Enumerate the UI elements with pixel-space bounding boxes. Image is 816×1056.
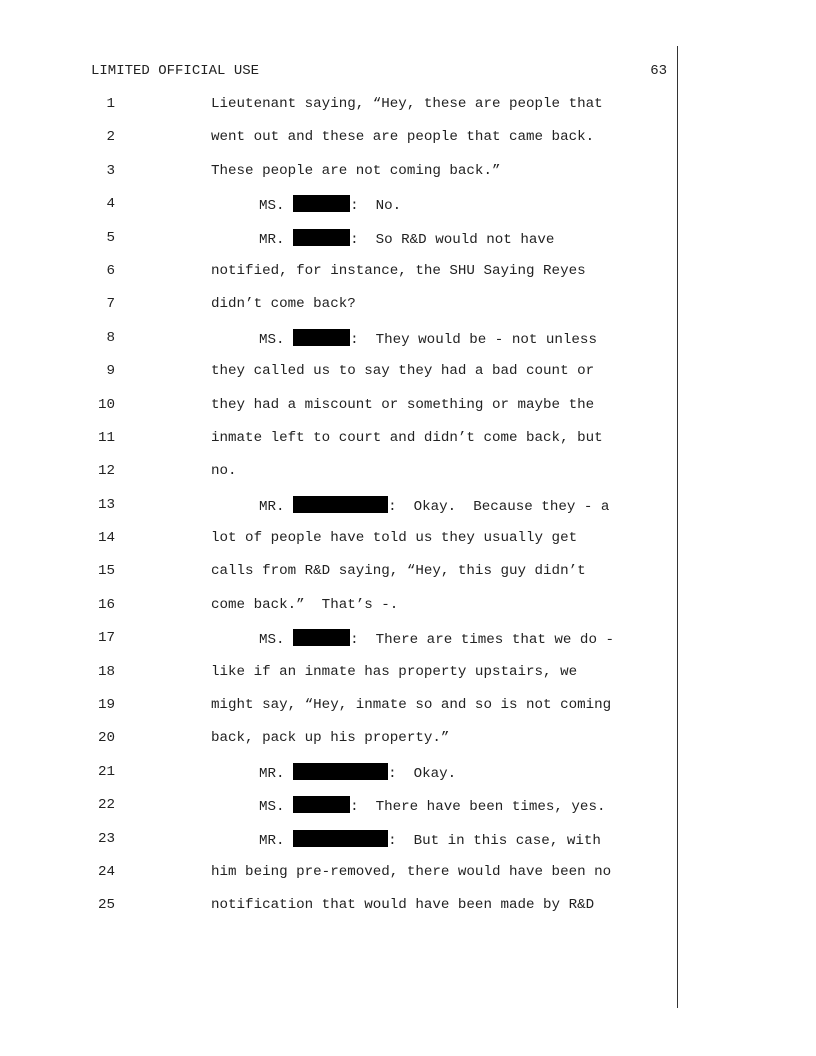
line-text: These people are not coming back.” xyxy=(211,162,501,179)
line-text: : No. xyxy=(350,198,402,215)
line-text: Lieutenant saying, “Hey, these are people that xyxy=(211,96,603,112)
line-text: him being pre-removed, there would have been no xyxy=(211,863,612,880)
line-number: 21 xyxy=(97,763,115,780)
speaker-title: MR. xyxy=(259,498,285,515)
transcript-line xyxy=(0,562,816,595)
transcript-line xyxy=(0,329,816,362)
transcript-line xyxy=(0,663,816,696)
speaker-title: MS. xyxy=(259,632,285,649)
line-number: 7 xyxy=(106,296,115,313)
transcript-line xyxy=(0,596,816,629)
line-number: 11 xyxy=(97,429,115,446)
page-number: 63 xyxy=(650,63,667,79)
line-number: 16 xyxy=(97,596,115,613)
line-number: 15 xyxy=(97,563,115,580)
speaker-line xyxy=(259,496,609,516)
speaker-line xyxy=(259,763,456,783)
transcript-line xyxy=(0,295,816,328)
redaction-box xyxy=(293,796,350,813)
line-text: : So R&D would not have xyxy=(350,231,555,248)
transcript-line xyxy=(0,162,816,195)
speaker-line xyxy=(259,796,605,816)
redaction-box xyxy=(293,195,350,212)
line-number: 9 xyxy=(106,363,115,380)
line-number: 3 xyxy=(106,162,115,179)
line-number: 8 xyxy=(106,329,115,346)
line-text: : They would be - not unless xyxy=(350,331,597,348)
line-text: they called us to say they had a bad count or xyxy=(211,363,595,380)
transcript-line xyxy=(0,362,816,395)
transcript-lines xyxy=(0,95,816,930)
classification-marking: LIMITED OFFICIAL USE xyxy=(91,63,260,79)
transcript-line xyxy=(0,462,816,495)
speaker-title: MR. xyxy=(259,231,285,248)
line-number: 25 xyxy=(97,897,115,914)
line-text: inmate left to court and didn’t come back, but xyxy=(211,429,603,446)
line-text: : There are times that we do - xyxy=(350,632,614,649)
line-text: : Okay. Because they - a xyxy=(388,498,610,515)
line-text: no. xyxy=(211,463,237,480)
transcript-line xyxy=(0,262,816,295)
line-text: come back.” That’s -. xyxy=(211,596,399,613)
line-number: 18 xyxy=(97,663,115,680)
speaker-line xyxy=(259,830,601,850)
line-number: 12 xyxy=(97,463,115,480)
line-text: : There have been times, yes. xyxy=(350,799,606,816)
line-text: didn’t come back? xyxy=(211,296,356,313)
transcript-line xyxy=(0,696,816,729)
redaction-box xyxy=(293,496,388,513)
speaker-line xyxy=(259,629,614,649)
line-text: back, pack up his property.” xyxy=(211,730,450,747)
transcript-line xyxy=(0,95,816,128)
line-number: 20 xyxy=(97,730,115,747)
line-number: 23 xyxy=(97,830,115,847)
redaction-box xyxy=(293,830,388,847)
transcript-line xyxy=(0,496,816,529)
line-text: calls from R&D saying, “Hey, this guy didn’t xyxy=(211,563,586,580)
transcript-line xyxy=(0,863,816,896)
transcript-line xyxy=(0,429,816,462)
line-number: 22 xyxy=(97,797,115,814)
line-text: notified, for instance, the SHU Saying Reyes xyxy=(211,262,586,279)
line-text: they had a miscount or something or maybe the xyxy=(211,396,595,413)
speaker-line xyxy=(259,229,554,249)
speaker-title: MR. xyxy=(259,765,285,782)
transcript-line xyxy=(0,796,816,829)
line-number: 5 xyxy=(106,229,115,246)
line-text: might say, “Hey, inmate so and so is not coming xyxy=(211,697,612,714)
speaker-line xyxy=(259,329,597,349)
redaction-box xyxy=(293,329,350,346)
transcript-line xyxy=(0,529,816,562)
transcript-line xyxy=(0,729,816,762)
line-number: 13 xyxy=(97,496,115,513)
line-text: lot of people have told us they usually get xyxy=(211,530,578,547)
speaker-title: MS. xyxy=(259,799,285,816)
line-number: 6 xyxy=(106,262,115,279)
speaker-title: MS. xyxy=(259,331,285,348)
line-number: 19 xyxy=(97,697,115,714)
page-header xyxy=(91,62,667,80)
redaction-box xyxy=(293,629,350,646)
speaker-line xyxy=(259,195,401,215)
transcript-line xyxy=(0,763,816,796)
line-number: 10 xyxy=(97,396,115,413)
transcript-line xyxy=(0,195,816,228)
line-number: 2 xyxy=(106,129,115,146)
line-number: 24 xyxy=(97,863,115,880)
speaker-title: MS. xyxy=(259,198,285,215)
speaker-title: MR. xyxy=(259,832,285,849)
transcript-line xyxy=(0,830,816,863)
line-text: : Okay. xyxy=(388,765,457,782)
transcript-line xyxy=(0,128,816,161)
line-text: went out and these are people that came back. xyxy=(211,129,595,146)
transcript-line xyxy=(0,229,816,262)
line-number: 4 xyxy=(106,196,115,213)
line-number: 14 xyxy=(97,530,115,547)
line-text: like if an inmate has property upstairs, we xyxy=(211,663,578,680)
transcript-line xyxy=(0,396,816,429)
redaction-box xyxy=(293,763,388,780)
transcript-line xyxy=(0,629,816,662)
redaction-box xyxy=(293,229,350,246)
line-text: : But in this case, with xyxy=(388,832,601,849)
line-number: 17 xyxy=(97,630,115,647)
transcript-line xyxy=(0,896,816,929)
line-number: 1 xyxy=(106,96,115,112)
line-text: notification that would have been made by R&D xyxy=(211,897,595,914)
